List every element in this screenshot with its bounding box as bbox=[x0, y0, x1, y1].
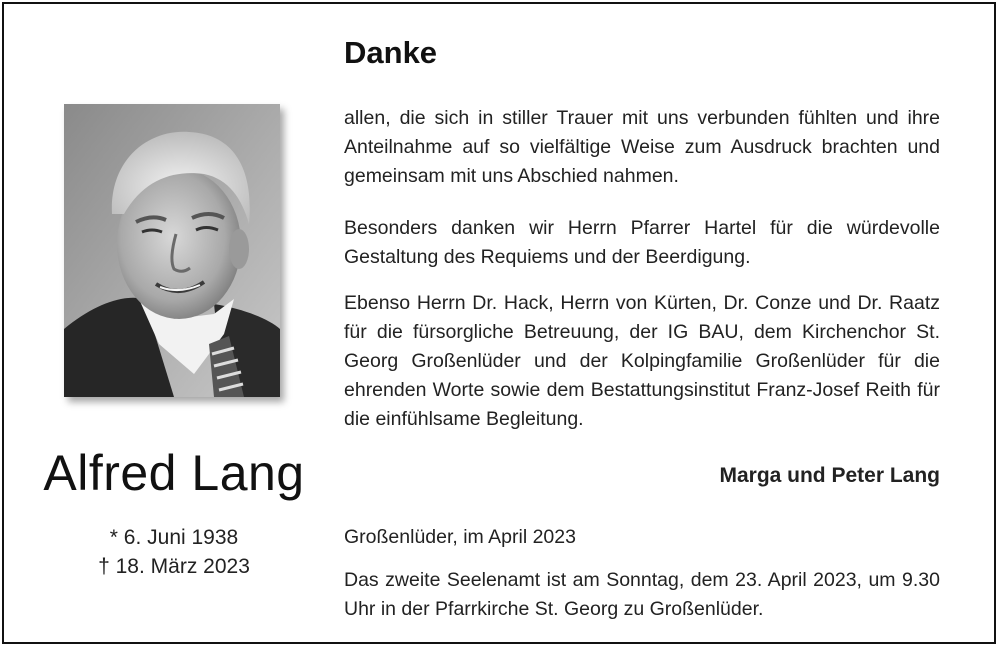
portrait-illustration bbox=[64, 104, 280, 397]
obituary-frame bbox=[2, 2, 996, 644]
portrait-photo bbox=[64, 104, 280, 397]
thanks-paragraph-3: Ebenso Herrn Dr. Hack, Herrn von Kürten, Dr. Conze und Dr. Raatz für die fürsorgliche Betreuung, der IG BAU, dem Kirchenchor St. Georg Großenlüder und der Kolpingfamilie Großenlüder für die ehrenden Worte sowie dem Bestattungsinstitut Franz-Josef Reith für die einfühlsame Begleitung. bbox=[344, 292, 940, 430]
birth-date: * 6. Juni 1938 bbox=[109, 526, 239, 549]
mass-announcement: Das zweite Seelenamt ist am Sonntag, dem 23. April 2023, um 9.30 Uhr in der Pfarrkirche St. Georg zu Großenlüder. bbox=[344, 569, 940, 620]
life-dates bbox=[4, 523, 344, 581]
notice-heading: Danke bbox=[344, 35, 438, 70]
deceased-name: Alfred Lang bbox=[43, 445, 305, 501]
family-signature: Marga und Peter Lang bbox=[719, 464, 940, 487]
thanks-paragraph-2: Besonders danken wir Herrn Pfarrer Hartel für die würdevolle Gestaltung des Requiems und der Beerdigung. bbox=[344, 217, 940, 268]
place-date: Großenlüder, im April 2023 bbox=[344, 526, 576, 548]
death-date: † 18. März 2023 bbox=[98, 555, 250, 578]
thanks-paragraph-1: allen, die sich in stiller Trauer mit uns verbunden fühlten und ihre Anteilnahme auf so vielfältige Weise zum Ausdruck brachten und gemeinsam mit uns Abschied nahmen. bbox=[344, 107, 940, 187]
